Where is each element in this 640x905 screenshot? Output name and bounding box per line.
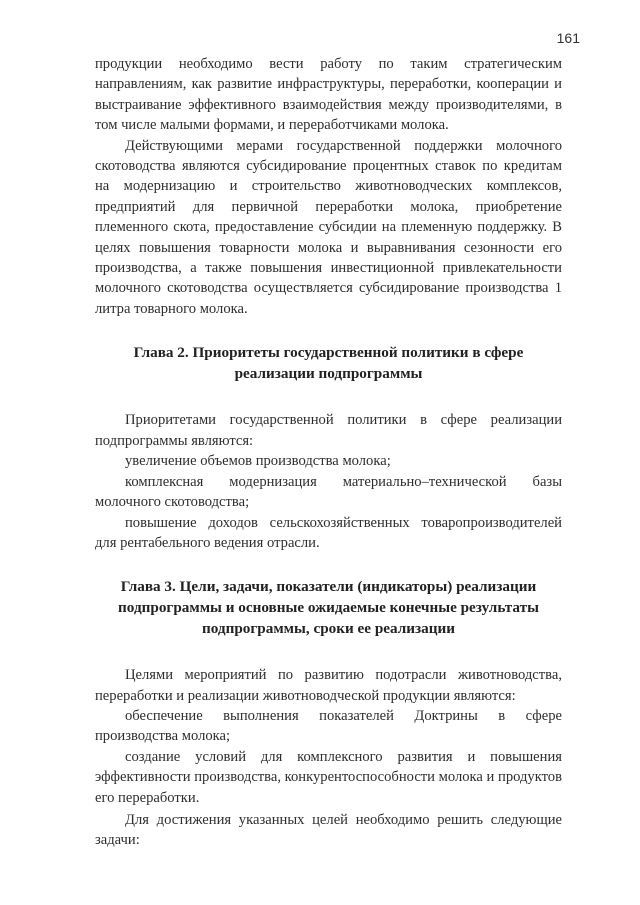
paragraph-support-measures: Действующими мерами государственной поддержки молочного скотоводства являются субсидирование процентных ставок по кредитам на модернизацию и строительство животноводческих комплексов, предприятий для первичной переработки молока, приобретение племенного скота, предоставление субсидии на племенную поддержку. В целях повышения товарности молока и выравнивания сезонности его производства, а также повышения инвестиционной привлекательности молочного скотоводства осуществляется субсидирование производства 1 литра товарного молока.	[95, 137, 562, 317]
priority-item: увеличение объемов производства молока;	[125, 453, 391, 470]
chapter-3-intro: Целями мероприятий по развитию подотрасли животноводства, переработки и реализации животноводческой продукции являются:	[95, 667, 562, 704]
goal-item: создание условий для комплексного развития и повышения эффективности производства, конкурентоспособности молока и продуктов его переработки.	[95, 748, 562, 806]
chapter-2-heading: Глава 2. Приоритеты государственной политики в сфере реализации подпрограммы	[133, 344, 524, 382]
priority-item: повышение доходов сельскохозяйственных товаропроизводителей для рентабельного ведения отрасли.	[95, 514, 562, 551]
chapter-2-intro: Приоритетами государственной политики в сфере реализации подпрограммы являются:	[95, 412, 562, 449]
priority-item: комплексная модернизация материально–технической базы молочного скотоводства;	[95, 473, 562, 511]
tasks-intro: Для достижения указанных целей необходимо решить следующие задачи:	[95, 811, 562, 849]
chapter-3-heading: Глава 3. Цели, задачи, показатели (индикаторы) реализации подпрограммы и основные ожидаемые конечные результаты подпрограммы, сроки ее реализации	[118, 578, 539, 637]
goal-item: обеспечение выполнения показателей Доктрины в сфере производства молока;	[95, 707, 562, 745]
document-body	[95, 54, 562, 851]
paragraph-continuation: продукции необходимо вести работу по таким стратегическим направлениям, как развитие инфраструктуры, переработки, кооперации и выстраивание эффективного взаимодействия между производителями, в том числе малыми формами, и переработчиками молока.	[95, 56, 562, 134]
page-number: 161	[556, 30, 580, 46]
